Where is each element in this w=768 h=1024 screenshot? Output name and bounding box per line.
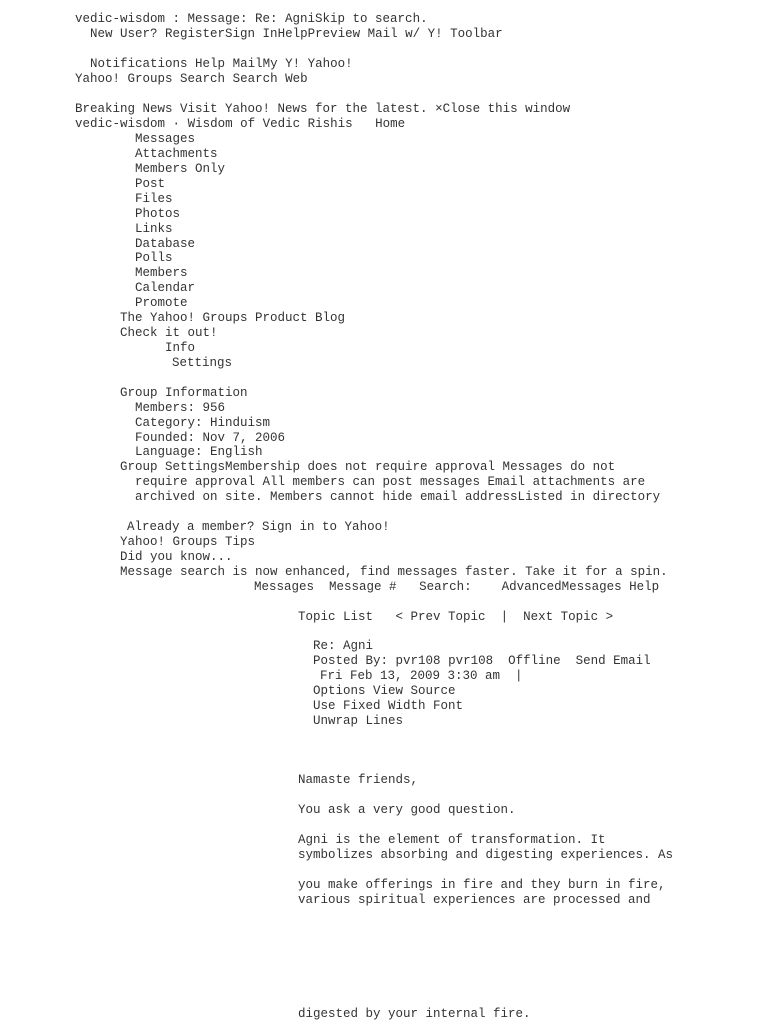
search-bar	[75, 72, 308, 87]
group-name-link[interactable]: vedic-wisdom	[75, 117, 166, 131]
author-name: pvr108	[448, 654, 494, 668]
mail-link[interactable]: Mail	[232, 57, 263, 71]
notifications-link[interactable]: Notifications	[90, 57, 188, 71]
home-link[interactable]: Home	[375, 117, 406, 131]
help-link-2[interactable]: Help	[195, 57, 226, 71]
sign-in-link[interactable]: Sign In	[225, 27, 278, 41]
message-date: Fri Feb 13, 2009 3:30 am	[320, 669, 501, 683]
message-subject: Re: Agni	[313, 639, 374, 653]
tip-text: Message search is now enhanced, find messages faster. Take it for a spin.	[120, 565, 668, 579]
sidebar-item-files[interactable]: Files	[135, 192, 173, 206]
sidebar-item-members-only[interactable]: Members Only	[135, 162, 226, 176]
messages-link[interactable]: Messages	[254, 580, 315, 594]
posted-by-line	[313, 654, 651, 669]
group-settings-line-1: Group SettingsMembership does not require approval Messages do not	[120, 460, 616, 474]
member-prompt	[127, 520, 390, 535]
already-member-text: Already a member?	[127, 520, 255, 534]
message-paragraph-3-line-2: various spiritual experiences are processed and	[298, 893, 651, 907]
message-paragraph-1: You ask a very good question.	[298, 803, 516, 817]
check-it-out-link[interactable]: Check it out!	[120, 326, 218, 340]
topic-nav	[298, 610, 613, 625]
breaking-news-banner	[75, 102, 570, 117]
options-label: Options	[313, 684, 366, 698]
notifications-nav	[90, 57, 353, 72]
group-info-heading: Group Information	[120, 386, 248, 400]
sidebar-item-messages[interactable]: Messages	[135, 132, 196, 146]
send-email-link[interactable]: Send Email	[575, 654, 651, 668]
message-paragraph-2-line-2: symbolizes absorbing and digesting experiences. As	[298, 848, 674, 862]
message-toolbar	[254, 580, 659, 595]
sidebar-item-attachments[interactable]: Attachments	[135, 147, 218, 161]
search-label: Search:	[419, 580, 472, 594]
advanced-search-link[interactable]: Advanced	[501, 580, 562, 594]
register-link[interactable]: Register	[165, 27, 226, 41]
sidebar-item-polls[interactable]: Polls	[135, 251, 173, 265]
unwrap-lines-link[interactable]: Unwrap Lines	[313, 714, 404, 728]
sidebar-item-members[interactable]: Members	[135, 266, 188, 280]
did-you-know: Did you know...	[120, 550, 233, 564]
author-id-link[interactable]: pvr108	[395, 654, 441, 668]
prev-topic-link[interactable]: < Prev Topic	[395, 610, 486, 624]
sidebar-item-calendar[interactable]: Calendar	[135, 281, 196, 295]
separator: ·	[172, 117, 181, 131]
category: Category: Hinduism	[135, 416, 271, 430]
group-description: Wisdom of Vedic Rishis	[187, 117, 353, 131]
sidebar-item-database[interactable]: Database	[135, 237, 196, 251]
tips-heading: Yahoo! Groups Tips	[120, 535, 256, 549]
sidebar-item-post[interactable]: Post	[135, 177, 166, 191]
sidebar-item-promote[interactable]: Promote	[135, 296, 188, 310]
my-yahoo-link[interactable]: My Y!	[262, 57, 301, 71]
preview-mail-link[interactable]: Preview Mail w/ Y! Toolbar	[307, 27, 503, 41]
view-source-link[interactable]: View Source	[373, 684, 456, 698]
close-window-link[interactable]: Close this window	[442, 102, 571, 116]
founded-date: Founded: Nov 7, 2006	[135, 431, 286, 445]
header-line	[75, 12, 428, 27]
yahoo-home-link[interactable]: Yahoo!	[307, 57, 353, 71]
language: Language: English	[135, 445, 263, 459]
page-title: vedic-wisdom : Message: Re: Agni	[75, 12, 316, 26]
product-blog-title: The Yahoo! Groups Product Blog	[120, 311, 346, 325]
options-line	[313, 684, 456, 699]
message-number-label: Message #	[329, 580, 397, 594]
date-line	[320, 669, 523, 684]
group-header	[75, 117, 405, 132]
message-greeting: Namaste friends,	[298, 773, 419, 787]
message-paragraph-3-line-1: you make offerings in fire and they burn in fire,	[298, 878, 666, 892]
help-link[interactable]: Help	[277, 27, 308, 41]
search-web-button[interactable]: Search Web	[232, 72, 308, 86]
skip-to-search-link[interactable]: Skip to search.	[315, 12, 428, 26]
topic-divider: |	[500, 610, 509, 624]
posted-by-label: Posted By:	[313, 654, 389, 668]
message-paragraph-2-line-1: Agni is the element of transformation. It	[298, 833, 606, 847]
fixed-width-font-link[interactable]: Use Fixed Width Font	[313, 699, 464, 713]
date-divider: |	[515, 669, 523, 683]
sidebar-item-photos[interactable]: Photos	[135, 207, 181, 221]
messages-help-link[interactable]: Messages Help	[561, 580, 660, 594]
message-paragraph-4: digested by your internal fire.	[298, 1007, 531, 1021]
search-button[interactable]: Search	[180, 72, 226, 86]
yahoo-groups-logo-text: Yahoo! Groups	[75, 72, 173, 86]
breaking-news-text: Breaking News Visit Yahoo! News for the latest.	[75, 102, 428, 116]
sign-in-yahoo-link[interactable]: Sign in to Yahoo!	[262, 520, 390, 534]
top-nav	[90, 27, 503, 42]
new-user-text: New User?	[90, 27, 158, 41]
online-status: Offline	[508, 654, 561, 668]
info-tab[interactable]: Info	[165, 341, 196, 355]
topic-list-link[interactable]: Topic List	[298, 610, 374, 624]
sidebar-item-links[interactable]: Links	[135, 222, 173, 236]
members-count: Members: 956	[135, 401, 226, 415]
group-settings-line-3: archived on site. Members cannot hide email addressListed in directory	[135, 490, 661, 504]
group-settings-line-2: require approval All members can post messages Email attachments are	[135, 475, 646, 489]
close-icon[interactable]: ×	[435, 102, 443, 116]
next-topic-link[interactable]: Next Topic >	[523, 610, 614, 624]
settings-tab[interactable]: Settings	[172, 356, 233, 370]
